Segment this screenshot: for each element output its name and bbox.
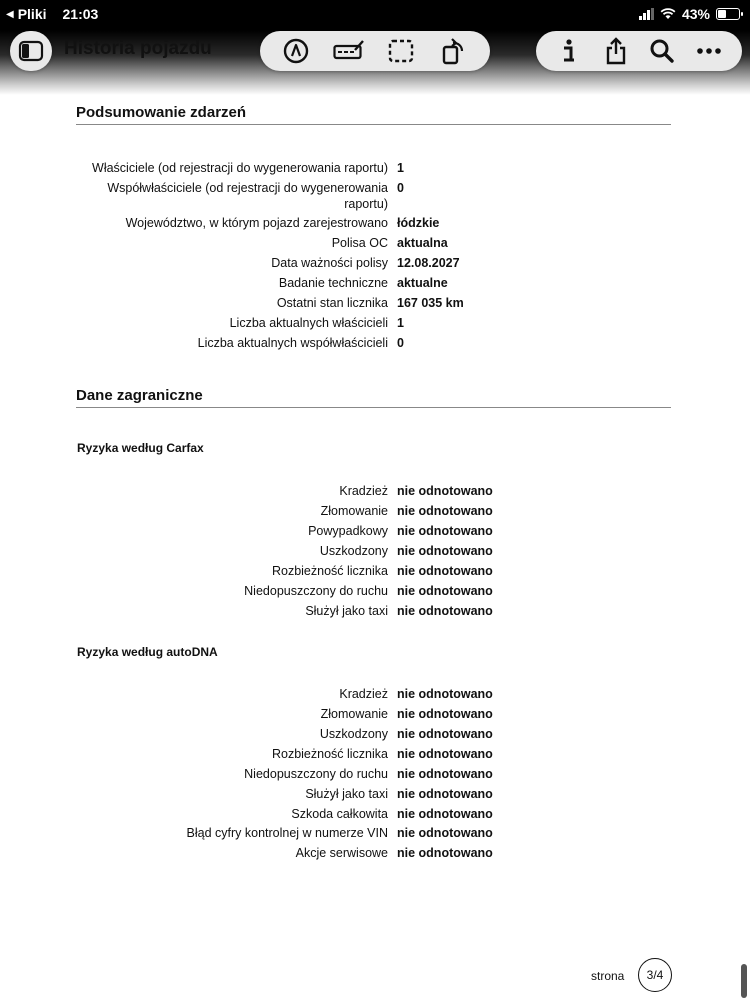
row-value: 1 (397, 316, 404, 330)
row-value: nie odnotowano (397, 807, 493, 821)
signature-button[interactable] (332, 34, 366, 68)
row-value: nie odnotowano (397, 524, 493, 538)
row-label: Niedopuszczony do ruchu (244, 767, 388, 781)
row-label: Data ważności polisy (271, 256, 388, 270)
wifi-icon (660, 8, 676, 20)
row-value: 0 (397, 336, 404, 350)
row-label: Badanie techniczne (278, 276, 388, 290)
row-label: Akcje serwisowe (295, 846, 388, 860)
scrollbar-thumb[interactable] (741, 964, 747, 998)
row-value: nie odnotowano (397, 584, 493, 598)
more-icon (696, 47, 722, 55)
row-label: Złomowanie (320, 504, 388, 518)
status-time: 21:03 (62, 6, 99, 22)
search-button[interactable] (645, 34, 679, 68)
row-value: nie odnotowano (397, 564, 493, 578)
row-value: nie odnotowano (397, 544, 493, 558)
subtitle-autodna: Ryzyka według autoDNA (77, 645, 218, 659)
info-button[interactable] (552, 34, 586, 68)
signature-icon (333, 39, 365, 63)
row-value: nie odnotowano (397, 687, 493, 701)
rotate-button[interactable] (437, 34, 471, 68)
row-value: nie odnotowano (397, 707, 493, 721)
subtitle-carfax: Ryzyka według Carfax (77, 441, 204, 455)
row-value: nie odnotowano (397, 767, 493, 781)
rotate-icon (441, 37, 467, 65)
back-triangle-icon: ◀ (6, 8, 14, 20)
row-label: Liczba aktualnych właścicieli (229, 316, 388, 330)
status-right (639, 6, 740, 22)
more-button[interactable] (692, 34, 726, 68)
row-label: Polisa OC (331, 236, 388, 250)
row-value: nie odnotowano (397, 846, 493, 860)
row-value: 1 (397, 161, 404, 175)
row-value: aktualne (397, 276, 448, 290)
back-app-label: Pliki (17, 6, 47, 22)
row-value: nie odnotowano (397, 604, 493, 618)
selection-icon (388, 39, 414, 63)
row-label: Złomowanie (320, 707, 388, 721)
row-label: Szkoda całkowita (291, 807, 388, 821)
section-title-summary: Podsumowanie zdarzeń (76, 104, 671, 125)
row-value: nie odnotowano (397, 826, 493, 840)
sidebar-toggle-button[interactable] (10, 31, 52, 71)
share-icon (604, 37, 628, 65)
row-label: Uszkodzony (319, 727, 388, 741)
row-label: Służył jako taxi (305, 787, 388, 801)
battery-icon (716, 8, 740, 20)
row-label: Uszkodzony (319, 544, 388, 558)
status-bar (0, 0, 750, 28)
row-label: Rozbieżność licznika (271, 564, 388, 578)
search-icon (649, 38, 675, 64)
row-label: Błąd cyfry kontrolnej w numerze VIN (186, 826, 388, 840)
row-label: Kradzież (339, 484, 388, 498)
row-label: Niedopuszczony do ruchu (244, 584, 388, 598)
row-value: łódzkie (397, 216, 440, 230)
row-value: nie odnotowano (397, 727, 493, 741)
row-label: Rozbieżność licznika (271, 747, 388, 761)
row-value: nie odnotowano (397, 747, 493, 761)
row-value: 12.08.2027 (397, 256, 460, 270)
row-value: 167 035 km (397, 296, 464, 310)
selection-button[interactable] (384, 34, 418, 68)
page-label: strona (591, 969, 625, 983)
markup-pen-icon (283, 38, 309, 64)
row-value: 0 (397, 181, 404, 195)
actions-toolbar (536, 31, 742, 71)
back-to-app[interactable] (6, 6, 98, 22)
row-label: Województwo, w którym pojazd zarejestrowano (125, 216, 388, 230)
row-value: nie odnotowano (397, 484, 493, 498)
row-label: Współwłaściciele (od rejestracji do wygenerowania raportu) (107, 181, 388, 211)
row-value: aktualna (397, 236, 448, 250)
section-title-foreign: Dane zagraniczne (76, 387, 671, 408)
info-icon (561, 38, 577, 64)
share-button[interactable] (599, 34, 633, 68)
row-label: Liczba aktualnych współwłaścicieli (197, 336, 388, 350)
row-label: Kradzież (339, 687, 388, 701)
markup-toolbar (260, 31, 490, 71)
page-indicator: 3/4 (638, 958, 672, 992)
row-value: nie odnotowano (397, 787, 493, 801)
battery-percent: 43% (681, 6, 710, 22)
row-label: Ostatni stan licznika (276, 296, 388, 310)
sidebar-icon (18, 40, 44, 62)
row-label: Właściciele (od rejestracji do wygenerowania raportu) (92, 161, 388, 175)
row-value: nie odnotowano (397, 504, 493, 518)
row-label: Służył jako taxi (305, 604, 388, 618)
signal-icon (639, 8, 654, 20)
row-label: Powypadkowy (308, 524, 388, 538)
markup-button[interactable] (279, 34, 313, 68)
document-title: Historia pojazdu (64, 38, 212, 59)
